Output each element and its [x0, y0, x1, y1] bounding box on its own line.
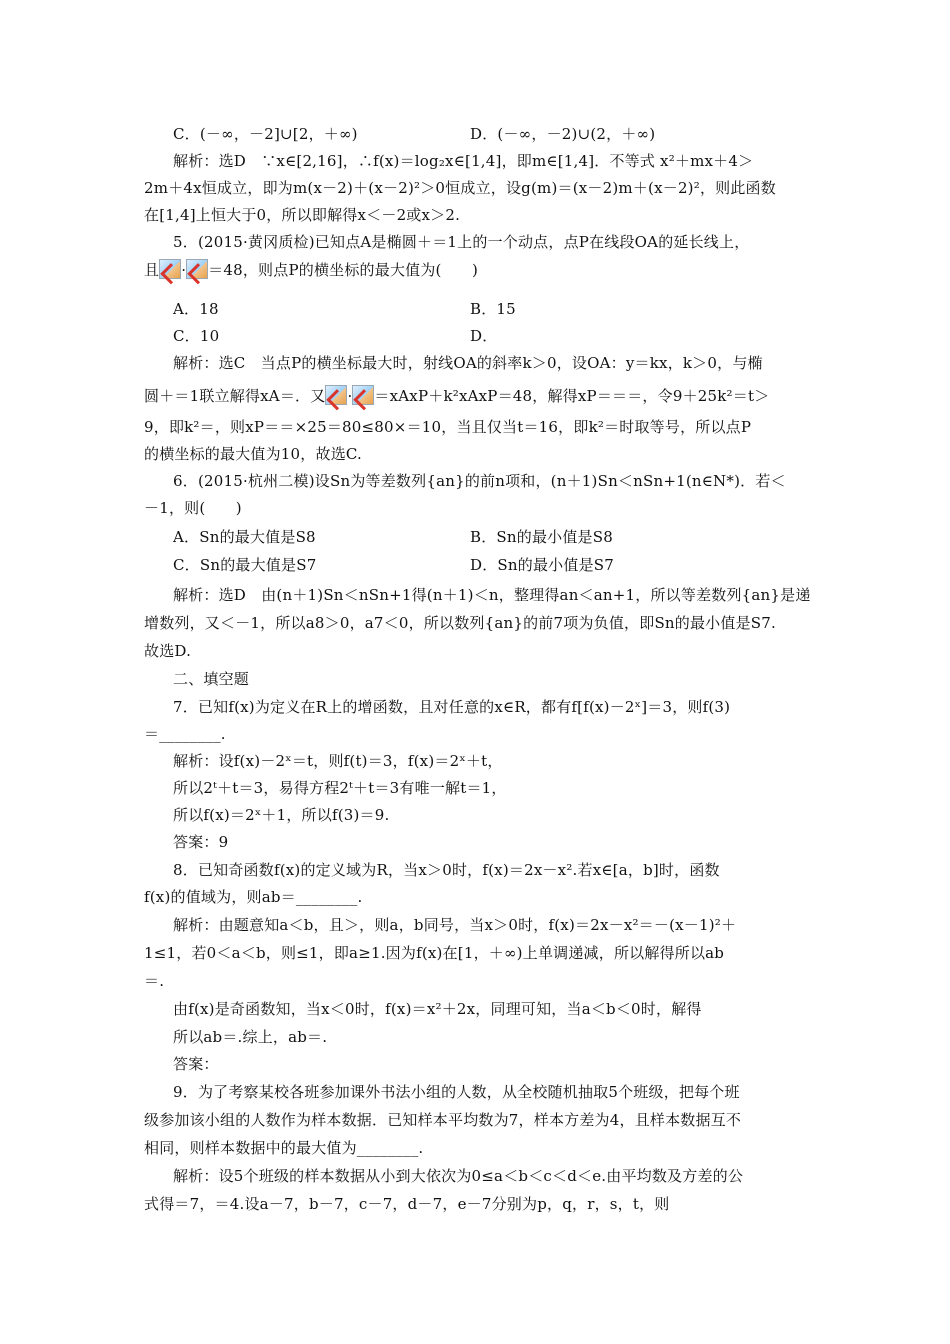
text-line: 解析：选D ∵x∈[2,16]，∴f(x)＝log₂x∈[1,4]，即m∈[1,4]．不等式 x²＋mx＋4＞ [173, 152, 754, 170]
text-line: 解析：选C 当点P的横坐标最大时，射线OA的斜率k＞0，设OA：y＝kx，k＞0，与椭 [173, 354, 763, 372]
text-line: －1，则( ) [144, 499, 242, 517]
text-line: 相同，则样本数据中的最大值为________. [144, 1139, 424, 1157]
text-line: D． [470, 327, 498, 345]
vector-image-icon [186, 259, 208, 279]
text-line: ＝________. [144, 725, 226, 743]
text-line: D．Sn的最小值是S7 [470, 556, 614, 574]
q5-vector-suffix: ＝48，则点P的横坐标的最大值为( ) [208, 261, 479, 279]
text-line: 所以ab＝.综上，ab＝. [173, 1028, 328, 1046]
text-line: 所以f(x)＝2ˣ＋1，所以f(3)＝9. [173, 806, 390, 824]
text-line: 级参加该小组的人数作为样本数据．已知样本平均数为7，样本方差为4，且样本数据互不 [144, 1111, 742, 1129]
text-line: 6．(2015·杭州二模)设Sn为等差数列{an}的前n项和，(n＋1)Sn＜nSn+1(n∈N*)．若＜ [173, 472, 786, 490]
vector-image-icon [352, 385, 374, 405]
text-line: 解析：设f(x)－2ˣ＝t，则f(t)＝3，f(x)＝2ˣ＋t， [173, 752, 503, 770]
text-line: 9，即k²＝，则xP＝＝×25＝80≤80×＝10，当且仅当t＝16，即k²＝时取等号，所以点P [144, 418, 752, 436]
text-line: C．Sn的最大值是S7 [173, 556, 317, 574]
text-line: A．18 [173, 300, 219, 318]
sol5-vector-suffix: ＝xAxP＋k²xAxP＝48，解得xP＝＝＝，令9＋25k²＝t＞ [374, 387, 770, 405]
text-line: 所以2ᵗ＋t＝3，易得方程2ᵗ＋t＝3有唯一解t＝1， [173, 779, 507, 797]
text-line: 5．(2015·黄冈质检)已知点A是椭圆＋＝1上的一个动点，点P在线段OA的延长线上， [173, 233, 750, 251]
text-line: f(x)的值域为，则ab＝________. [144, 888, 363, 906]
text-line: 9．为了考察某校各班参加课外书法小组的人数，从全校随机抽取5个班级，把每个班 [173, 1083, 740, 1101]
text-line: B．Sn的最小值是S8 [470, 528, 613, 546]
text-line: 解析：选D 由(n＋1)Sn＜nSn+1得(n＋1)＜n，整理得an＜an+1，所以等差数列{an}是递 [173, 586, 811, 604]
sol5-vector-line [144, 385, 814, 406]
text-line: 1≤1，若0＜a＜b，则≤1，即a≥1.因为f(x)在[1，＋∞)上单调递减，所以解得所以ab [144, 944, 725, 962]
text-line: 解析：设5个班级的样本数据从小到大依次为0≤a＜b＜c＜d＜e.由平均数及方差的公 [173, 1167, 744, 1185]
text-line: 式得＝7，＝4.设a－7，b－7，c－7，d－7，e－7分别为p，q，r，s，t，则 [144, 1195, 670, 1213]
q5-vector-prefix: 且 [144, 261, 160, 279]
q5-vector-dot: · [181, 261, 187, 279]
text-line: C．10 [173, 327, 220, 345]
vector-image-icon [325, 385, 347, 405]
text-line: 答案：9 [173, 833, 229, 851]
text-line: 答案： [173, 1055, 219, 1073]
text-line: 解析：由题意知a＜b，且＞，则a，b同号，当x＞0时，f(x)＝2x－x²＝－(x－1)²＋ [173, 916, 737, 934]
text-line: 增数列，又＜－1，所以a8＞0，a7＜0，所以数列{an}的前7项为负值，即Sn的最小值是S7. [144, 614, 776, 632]
text-line: C．(－∞，－2]∪[2，＋∞) [173, 125, 358, 143]
text-line: A．Sn的最大值是S8 [173, 528, 316, 546]
vector-image-icon [159, 259, 181, 279]
text-line: 8．已知奇函数f(x)的定义域为R，当x＞0时，f(x)＝2x－x².若x∈[a，b]时，函数 [173, 861, 720, 879]
text-line: 的横坐标的最大值为10，故选C. [144, 445, 362, 463]
q5-vector-line [144, 259, 814, 280]
text-line: 在[1,4]上恒大于0，所以即解得x＜－2或x＞2. [144, 206, 461, 224]
text-line: 7．已知f(x)为定义在R上的增函数，且对任意的x∈R，都有f[f(x)－2ˣ]＝3，则f(3) [173, 698, 731, 716]
text-line: D．(－∞，－2)∪(2，＋∞) [470, 125, 656, 143]
text-line: 2m＋4x恒成立，即为m(x－2)＋(x－2)²＞0恒成立，设g(m)＝(x－2)m＋(x－2)²，则此函数 [144, 179, 776, 197]
text-line: 故选D. [144, 642, 192, 660]
sol5-vector-dot: · [347, 387, 353, 405]
text-line: ＝. [144, 972, 165, 990]
sol5-vector-prefix: 圆＋＝1联立解得xA＝．又 [144, 387, 326, 405]
text-line: 二、填空题 [173, 670, 250, 688]
text-line: B．15 [470, 300, 516, 318]
text-line: 由f(x)是奇函数知，当x＜0时，f(x)＝x²＋2x，同理可知，当a＜b＜0时，解得 [173, 1000, 702, 1018]
